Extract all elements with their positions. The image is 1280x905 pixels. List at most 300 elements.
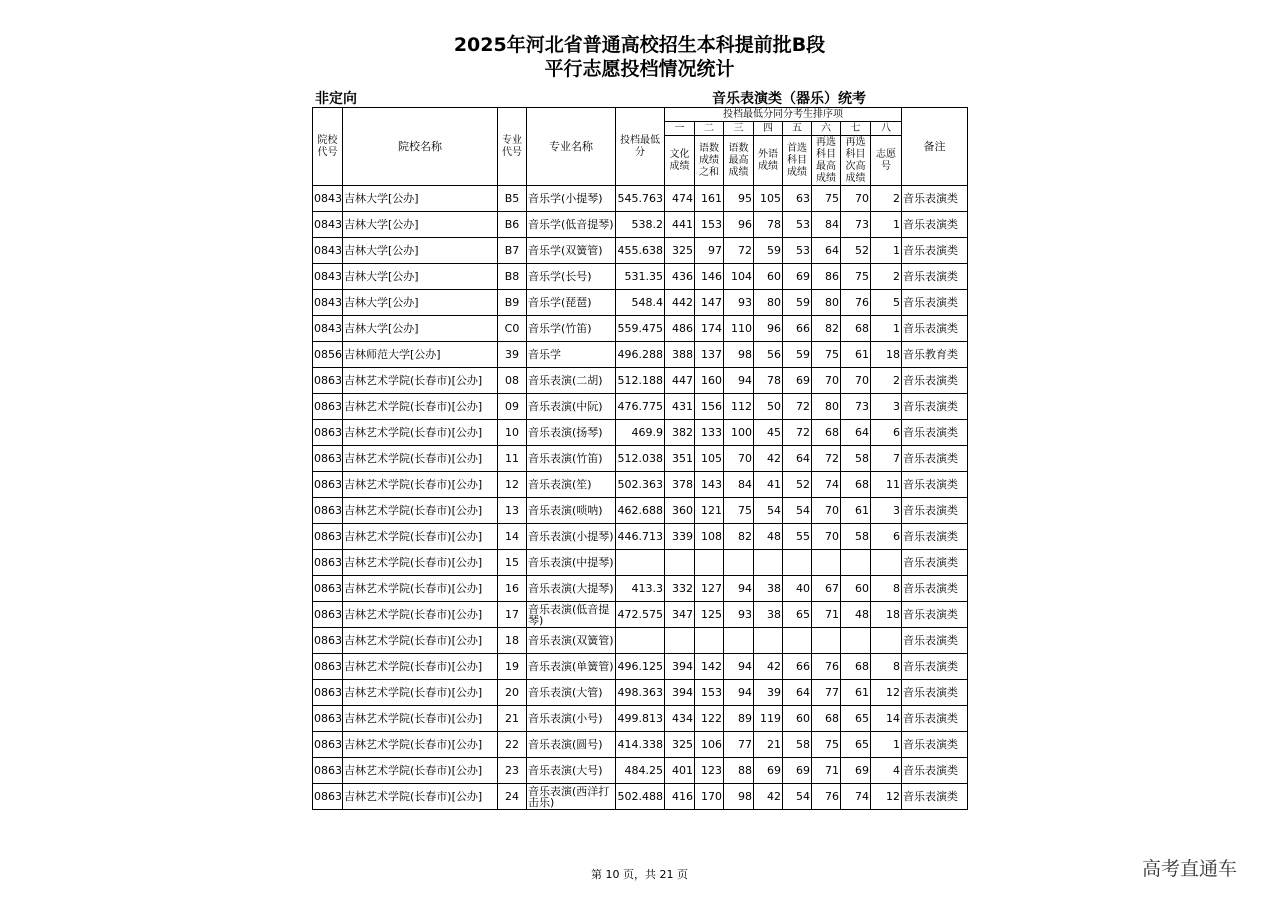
header-rank-2: 二 [695,122,724,136]
cell-school-name: 吉林艺术学院(长春市)[公办] [343,784,498,810]
cell-rank-8: 1 [871,316,902,342]
cell-school-code: 0863 [313,420,343,446]
subtitle-category: 非定向 [315,91,357,107]
cell-rank-6: 68 [812,420,841,446]
cell-school-name: 吉林艺术学院(长春市)[公办] [343,602,498,628]
cell-rank-4: 38 [754,602,783,628]
table-row [313,628,968,654]
header-rank-item-8: 志愿号 [871,136,902,186]
cell-rank-1: 442 [665,290,695,316]
cell-major-code: 11 [498,446,527,472]
cell-rank-4: 41 [754,472,783,498]
cell-rank-6: 72 [812,446,841,472]
cell-rank-7: 73 [841,212,871,238]
cell-rank-4: 50 [754,394,783,420]
table-row [313,290,968,316]
cell-rank-8: 18 [871,342,902,368]
cell-rank-7: 75 [841,264,871,290]
cell-rank-8: 2 [871,264,902,290]
cell-note: 音乐表演类 [902,264,968,290]
cell-rank-4 [754,628,783,654]
table-row [313,602,968,628]
cell-rank-4: 78 [754,212,783,238]
cell-rank-4: 42 [754,654,783,680]
header-rank-5: 五 [783,122,812,136]
cell-rank-5: 53 [783,212,812,238]
cell-school-name: 吉林大学[公办] [343,290,498,316]
cell-rank-2: 133 [695,420,724,446]
cell-school-code: 0863 [313,758,343,784]
cell-rank-8: 1 [871,238,902,264]
cell-school-name: 吉林大学[公办] [343,316,498,342]
cell-major-code: 19 [498,654,527,680]
table-row [313,238,968,264]
cell-note: 音乐表演类 [902,290,968,316]
cell-major-name: 音乐表演(圆号) [527,732,616,758]
cell-rank-6 [812,550,841,576]
cell-major-code: B5 [498,186,527,212]
cell-rank-5: 60 [783,706,812,732]
cell-min-score: 512.038 [616,446,665,472]
header-rank-8: 八 [871,122,902,136]
cell-rank-6: 70 [812,524,841,550]
cell-major-code: 17 [498,602,527,628]
cell-rank-7: 68 [841,654,871,680]
cell-rank-6: 84 [812,212,841,238]
cell-school-name: 吉林艺术学院(长春市)[公办] [343,550,498,576]
header-rank-item-6: 再选科目最高成绩 [812,136,841,186]
table-body [313,186,968,810]
cell-note: 音乐表演类 [902,602,968,628]
cell-rank-2: 142 [695,654,724,680]
cell-rank-2: 161 [695,186,724,212]
cell-rank-1: 394 [665,654,695,680]
cell-rank-1: 360 [665,498,695,524]
cell-rank-7: 60 [841,576,871,602]
header-rank-item-7: 再选科目次高成绩 [841,136,871,186]
cell-school-code: 0863 [313,394,343,420]
cell-note: 音乐表演类 [902,784,968,810]
cell-min-score: 413.3 [616,576,665,602]
cell-rank-4 [754,550,783,576]
cell-rank-7: 58 [841,446,871,472]
cell-major-code: B6 [498,212,527,238]
cell-rank-6: 68 [812,706,841,732]
cell-rank-6: 75 [812,732,841,758]
cell-major-code: 09 [498,394,527,420]
cell-min-score: 472.575 [616,602,665,628]
cell-rank-6: 82 [812,316,841,342]
header-rank-7: 七 [841,122,871,136]
cell-rank-4: 21 [754,732,783,758]
table-row [313,420,968,446]
cell-rank-7: 76 [841,290,871,316]
cell-min-score: 531.35 [616,264,665,290]
cell-rank-6: 86 [812,264,841,290]
cell-rank-7: 58 [841,524,871,550]
cell-major-code: 12 [498,472,527,498]
table-row [313,368,968,394]
header-rank-3: 三 [724,122,754,136]
cell-rank-1: 347 [665,602,695,628]
cell-note: 音乐表演类 [902,316,968,342]
cell-rank-8: 5 [871,290,902,316]
cell-rank-3: 94 [724,654,754,680]
cell-min-score [616,550,665,576]
cell-major-code: 13 [498,498,527,524]
cell-major-name: 音乐表演(小提琴) [527,524,616,550]
cell-note: 音乐表演类 [902,472,968,498]
cell-rank-7: 70 [841,368,871,394]
cell-rank-7: 61 [841,342,871,368]
cell-note: 音乐表演类 [902,576,968,602]
cell-rank-6: 80 [812,290,841,316]
cell-major-code: 14 [498,524,527,550]
cell-rank-8: 14 [871,706,902,732]
cell-rank-2 [695,550,724,576]
table-row [313,394,968,420]
cell-school-code: 0856 [313,342,343,368]
cell-rank-8: 2 [871,368,902,394]
cell-rank-5: 69 [783,368,812,394]
cell-rank-2 [695,628,724,654]
cell-rank-1: 325 [665,238,695,264]
cell-rank-8: 11 [871,472,902,498]
cell-major-code: 10 [498,420,527,446]
cell-note: 音乐表演类 [902,758,968,784]
cell-school-code: 0843 [313,264,343,290]
cell-major-name: 音乐表演(竹笛) [527,446,616,472]
cell-rank-3: 110 [724,316,754,342]
cell-rank-1: 486 [665,316,695,342]
cell-school-code: 0863 [313,368,343,394]
cell-rank-5: 54 [783,784,812,810]
table-row [313,550,968,576]
cell-school-code: 0843 [313,290,343,316]
cell-rank-5 [783,628,812,654]
cell-rank-5: 54 [783,498,812,524]
cell-major-code: 20 [498,680,527,706]
cell-rank-7: 68 [841,316,871,342]
cell-rank-5: 72 [783,420,812,446]
cell-min-score: 498.363 [616,680,665,706]
table-row [313,264,968,290]
cell-major-name: 音乐表演(大号) [527,758,616,784]
cell-school-code: 0863 [313,680,343,706]
cell-rank-1: 325 [665,732,695,758]
cell-rank-2: 123 [695,758,724,784]
cell-note: 音乐表演类 [902,446,968,472]
cell-major-name: 音乐表演(二胡) [527,368,616,394]
cell-rank-4: 54 [754,498,783,524]
cell-rank-5: 69 [783,758,812,784]
cell-rank-4: 42 [754,446,783,472]
cell-school-code: 0863 [313,472,343,498]
cell-note: 音乐教育类 [902,342,968,368]
table-row [313,472,968,498]
cell-school-code: 0843 [313,238,343,264]
cell-rank-8: 4 [871,758,902,784]
cell-rank-8: 3 [871,394,902,420]
cell-school-name: 吉林艺术学院(长春市)[公办] [343,680,498,706]
cell-school-code: 0863 [313,550,343,576]
cell-min-score [616,628,665,654]
cell-rank-5: 72 [783,394,812,420]
cell-school-name: 吉林艺术学院(长春市)[公办] [343,472,498,498]
header-school-name: 院校名称 [343,108,498,186]
cell-note: 音乐表演类 [902,654,968,680]
cell-school-code: 0863 [313,576,343,602]
cell-rank-5: 64 [783,680,812,706]
cell-rank-5: 65 [783,602,812,628]
cell-rank-2: 143 [695,472,724,498]
cell-rank-7: 69 [841,758,871,784]
cell-rank-2: 125 [695,602,724,628]
cell-rank-3 [724,550,754,576]
cell-rank-4: 38 [754,576,783,602]
cell-rank-4: 78 [754,368,783,394]
cell-note: 音乐表演类 [902,238,968,264]
cell-major-code: 23 [498,758,527,784]
cell-min-score: 446.713 [616,524,665,550]
watermark-text: 高考直通车 [1142,858,1238,880]
cell-rank-2: 121 [695,498,724,524]
cell-rank-6: 71 [812,602,841,628]
cell-rank-5: 52 [783,472,812,498]
cell-rank-6: 75 [812,186,841,212]
cell-rank-4: 69 [754,758,783,784]
cell-major-name: 音乐表演(中提琴) [527,550,616,576]
cell-note: 音乐表演类 [902,212,968,238]
cell-rank-4: 42 [754,784,783,810]
cell-rank-2: 127 [695,576,724,602]
cell-rank-5: 59 [783,342,812,368]
cell-min-score: 414.338 [616,732,665,758]
cell-rank-1: 436 [665,264,695,290]
cell-rank-3: 88 [724,758,754,784]
cell-rank-7: 52 [841,238,871,264]
cell-rank-6: 74 [812,472,841,498]
cell-rank-8: 6 [871,420,902,446]
cell-school-name: 吉林艺术学院(长春市)[公办] [343,498,498,524]
cell-rank-7: 61 [841,680,871,706]
cell-rank-2: 97 [695,238,724,264]
cell-major-name: 音乐表演(低音提琴) [527,602,616,628]
cell-major-code: B8 [498,264,527,290]
cell-min-score: 476.775 [616,394,665,420]
cell-rank-8: 12 [871,680,902,706]
cell-rank-5: 64 [783,446,812,472]
cell-note: 音乐表演类 [902,706,968,732]
cell-school-name: 吉林师范大学[公办] [343,342,498,368]
cell-min-score: 502.363 [616,472,665,498]
cell-rank-1: 388 [665,342,695,368]
cell-note: 音乐表演类 [902,498,968,524]
table-row [313,212,968,238]
cell-rank-7: 74 [841,784,871,810]
cell-rank-6: 75 [812,342,841,368]
cell-note: 音乐表演类 [902,394,968,420]
cell-rank-8 [871,628,902,654]
cell-rank-5: 55 [783,524,812,550]
cell-rank-5: 53 [783,238,812,264]
cell-rank-2: 147 [695,290,724,316]
cell-rank-7: 64 [841,420,871,446]
cell-rank-3: 93 [724,602,754,628]
cell-rank-8: 1 [871,212,902,238]
cell-rank-4: 39 [754,680,783,706]
table-row [313,654,968,680]
cell-rank-3: 75 [724,498,754,524]
cell-school-code: 0863 [313,446,343,472]
cell-min-score: 545.763 [616,186,665,212]
table-row [313,186,968,212]
cell-rank-1 [665,628,695,654]
cell-rank-1: 394 [665,680,695,706]
table-row [313,680,968,706]
cell-school-code: 0843 [313,186,343,212]
cell-major-name: 音乐学(小提琴) [527,186,616,212]
cell-rank-5 [783,550,812,576]
table-row [313,316,968,342]
cell-school-name: 吉林艺术学院(长春市)[公办] [343,732,498,758]
cell-rank-8: 1 [871,732,902,758]
admission-table [312,107,968,810]
cell-major-code: 16 [498,576,527,602]
cell-major-name: 音乐表演(双簧管) [527,628,616,654]
header-rank-4: 四 [754,122,783,136]
cell-rank-2: 170 [695,784,724,810]
cell-min-score: 548.4 [616,290,665,316]
cell-rank-2: 137 [695,342,724,368]
cell-major-name: 音乐学(琵琶) [527,290,616,316]
cell-rank-1: 351 [665,446,695,472]
cell-rank-4: 96 [754,316,783,342]
cell-rank-4: 60 [754,264,783,290]
cell-rank-3: 112 [724,394,754,420]
cell-rank-4: 48 [754,524,783,550]
cell-rank-5: 63 [783,186,812,212]
cell-rank-7: 73 [841,394,871,420]
cell-school-code: 0843 [313,212,343,238]
cell-rank-5: 66 [783,654,812,680]
cell-rank-8: 7 [871,446,902,472]
cell-rank-8 [871,550,902,576]
cell-school-name: 吉林大学[公办] [343,212,498,238]
header-note: 备注 [902,108,968,186]
cell-school-code: 0863 [313,732,343,758]
cell-rank-3: 82 [724,524,754,550]
header-school-code: 院校代号 [313,108,343,186]
table-row [313,732,968,758]
cell-school-name: 吉林艺术学院(长春市)[公办] [343,524,498,550]
cell-rank-1 [665,550,695,576]
cell-rank-5: 69 [783,264,812,290]
cell-school-name: 吉林艺术学院(长春市)[公办] [343,576,498,602]
cell-rank-1: 474 [665,186,695,212]
cell-school-name: 吉林艺术学院(长春市)[公办] [343,654,498,680]
cell-school-name: 吉林艺术学院(长春市)[公办] [343,758,498,784]
cell-rank-6: 76 [812,784,841,810]
document-title-line1: 2025年河北省普通高校招生本科提前批B段 [453,34,826,56]
cell-note: 音乐表演类 [902,368,968,394]
cell-rank-5: 40 [783,576,812,602]
cell-rank-6 [812,628,841,654]
cell-rank-7: 65 [841,706,871,732]
cell-min-score: 455.638 [616,238,665,264]
cell-rank-2: 146 [695,264,724,290]
cell-school-name: 吉林艺术学院(长春市)[公办] [343,394,498,420]
header-min-score: 投档最低分 [616,108,665,186]
cell-rank-1: 447 [665,368,695,394]
cell-major-name: 音乐表演(中阮) [527,394,616,420]
cell-school-name: 吉林艺术学院(长春市)[公办] [343,628,498,654]
cell-rank-6: 70 [812,368,841,394]
cell-school-name: 吉林艺术学院(长春市)[公办] [343,446,498,472]
cell-rank-3: 72 [724,238,754,264]
cell-note: 音乐表演类 [902,680,968,706]
cell-note: 音乐表演类 [902,732,968,758]
cell-rank-3 [724,628,754,654]
cell-note: 音乐表演类 [902,186,968,212]
table-row [313,784,968,810]
cell-school-code: 0863 [313,602,343,628]
cell-note: 音乐表演类 [902,524,968,550]
cell-rank-7 [841,628,871,654]
cell-school-name: 吉林艺术学院(长春市)[公办] [343,420,498,446]
cell-note: 音乐表演类 [902,420,968,446]
table-header [313,108,968,186]
cell-rank-3: 84 [724,472,754,498]
cell-rank-3: 104 [724,264,754,290]
cell-school-code: 0863 [313,784,343,810]
cell-min-score: 512.188 [616,368,665,394]
cell-rank-2: 122 [695,706,724,732]
cell-school-code: 0863 [313,524,343,550]
table-row [313,446,968,472]
header-tie-group: 投档最低分同分考生排序项 [665,108,902,122]
cell-rank-4: 59 [754,238,783,264]
cell-major-name: 音乐表演(单簧管) [527,654,616,680]
cell-rank-4: 80 [754,290,783,316]
cell-min-score: 484.25 [616,758,665,784]
cell-rank-6: 70 [812,498,841,524]
cell-major-name: 音乐学(长号) [527,264,616,290]
cell-rank-7 [841,550,871,576]
cell-min-score: 559.475 [616,316,665,342]
cell-note: 音乐表演类 [902,550,968,576]
cell-school-code: 0863 [313,498,343,524]
header-rank-item-1: 文化成绩 [665,136,695,186]
cell-rank-4: 119 [754,706,783,732]
cell-rank-7: 70 [841,186,871,212]
cell-rank-3: 96 [724,212,754,238]
cell-school-name: 吉林大学[公办] [343,186,498,212]
cell-school-code: 0863 [313,628,343,654]
cell-major-name: 音乐学 [527,342,616,368]
cell-school-name: 吉林艺术学院(长春市)[公办] [343,368,498,394]
header-rank-6: 六 [812,122,841,136]
cell-rank-8: 18 [871,602,902,628]
table-row [313,342,968,368]
header-rank-item-5: 首选科目成绩 [783,136,812,186]
cell-rank-7: 68 [841,472,871,498]
cell-rank-8: 6 [871,524,902,550]
cell-major-name: 音乐表演(唢呐) [527,498,616,524]
cell-note: 音乐表演类 [902,628,968,654]
cell-major-name: 音乐表演(笙) [527,472,616,498]
cell-rank-2: 160 [695,368,724,394]
